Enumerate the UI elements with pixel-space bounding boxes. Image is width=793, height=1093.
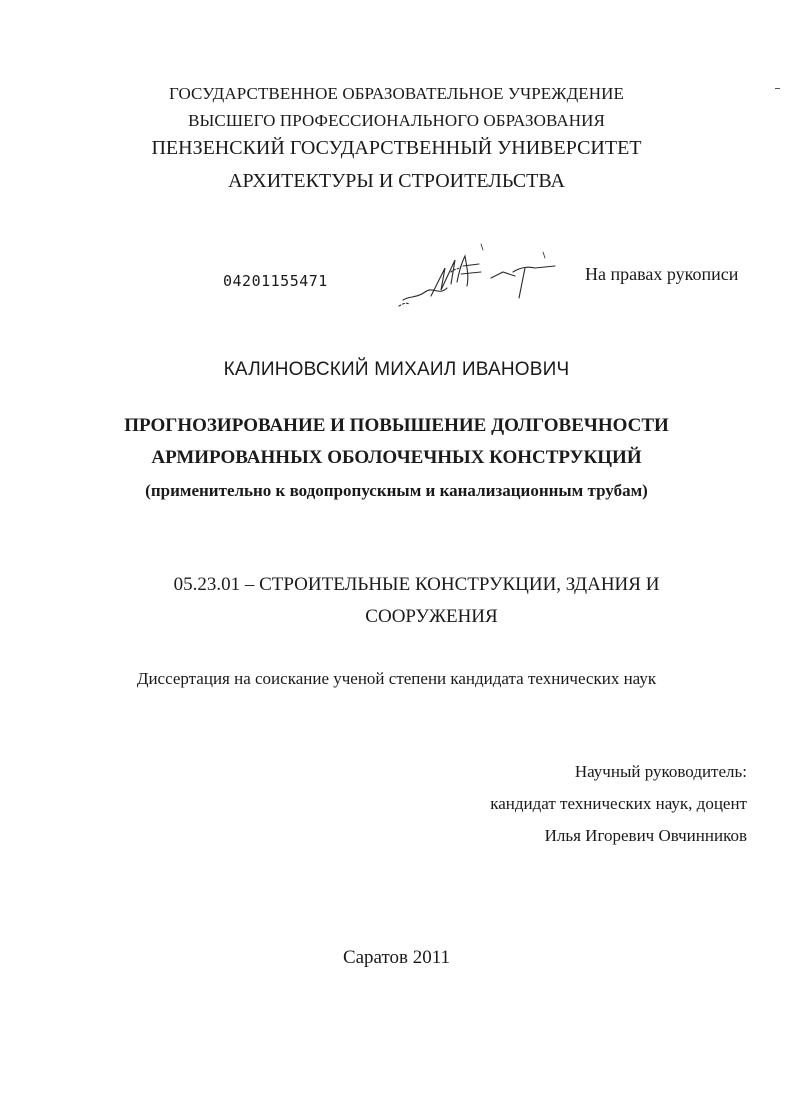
supervisor-name: Илья Игоревич Овчинников [544, 826, 747, 845]
author-name: КАЛИНОВСКИЙ МИХАИЛ ИВАНОВИЧ [223, 359, 570, 380]
specialty-line-1: 05.23.01 – СТРОИТЕЛЬНЫЕ КОНСТРУКЦИИ, ЗДАНИЯ И [173, 574, 660, 595]
title-subtitle: (применительно к водопропускным и канализационным трубам) [145, 481, 648, 500]
institution-line-1: ГОСУДАРСТВЕННОЕ ОБРАЗОВАТЕЛЬНОЕ УЧРЕЖДЕНИЕ [168, 84, 625, 103]
title-line-1: ПРОГНОЗИРОВАНИЕ И ПОВЫШЕНИЕ ДОЛГОВЕЧНОСТИ [124, 415, 669, 436]
scan-speck [775, 88, 780, 89]
institution-line-3: ПЕНЗЕНСКИЙ ГОСУДАРСТВЕННЫЙ УНИВЕРСИТЕТ [151, 137, 642, 159]
dissertation-note: Диссертация на соискание ученой степени кандидата технических наук [136, 669, 657, 688]
title-line-2: АРМИРОВАННЫХ ОБОЛОЧЕЧНЫХ КОНСТРУКЦИЙ [151, 447, 642, 468]
place-year: Саратов 2011 [342, 947, 451, 968]
supervisor-label: Научный руководитель: [574, 762, 747, 781]
supervisor-degree: кандидат технических наук, доцент [490, 794, 747, 813]
institution-line-2: ВЫСШЕГО ПРОФЕССИОНАЛЬНОГО ОБРАЗОВАНИЯ [188, 111, 605, 130]
rights-note: На правах рукописи [585, 264, 739, 284]
signature-image [395, 238, 575, 318]
registration-number: 04201155471 [223, 272, 328, 290]
specialty-line-2: СООРУЖЕНИЯ [365, 606, 498, 627]
institution-line-4: АРХИТЕКТУРЫ И СТРОИТЕЛЬСТВА [228, 170, 565, 192]
